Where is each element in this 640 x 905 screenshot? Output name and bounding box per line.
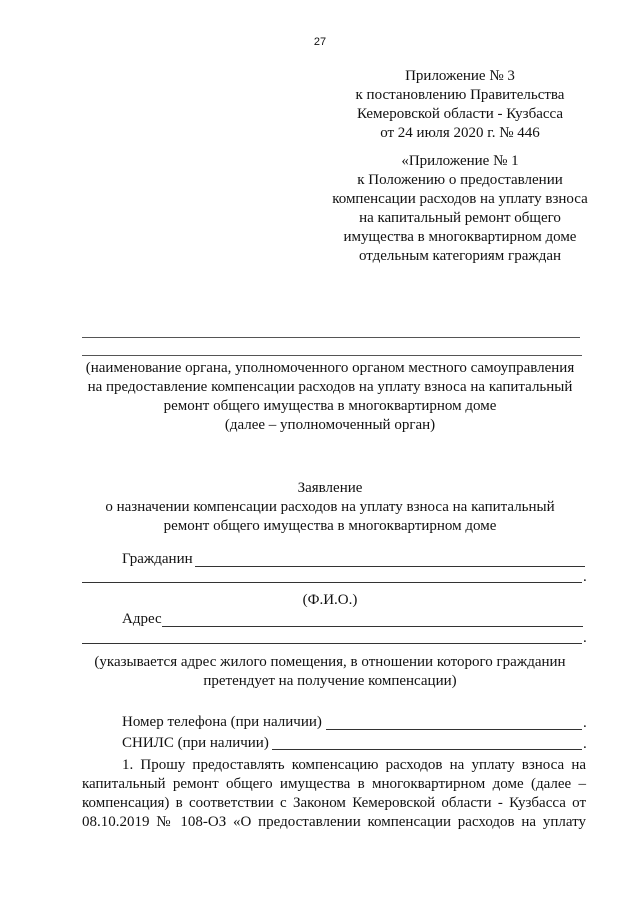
address-field-continued[interactable] [82, 643, 582, 644]
authority-caption-line: ремонт общего имущества в многоквартирном доме [163, 398, 497, 414]
appendix-header-line: от 24 июля 2020 г. № 446 [380, 125, 540, 141]
appendix-header-line: Кемеровской области - Кузбасса [356, 106, 564, 122]
phone-field[interactable] [326, 729, 582, 730]
appendix-header-line: к постановлению Правительства [355, 87, 565, 103]
address-caption-line: (указывается адрес жилого помещения, в отношении которого гражданин [94, 654, 566, 670]
fio-caption [60, 591, 600, 610]
statement-title-line: о назначении компенсации расходов на уплату взноса на капитальный [105, 499, 555, 515]
citizen-name-field[interactable] [195, 566, 585, 567]
paragraph-line: 1. Прошу предоставлять компенсацию расходов на уплату взноса на [122, 757, 586, 773]
appendix-sub-line: на капитальный ремонт общего [359, 210, 561, 226]
appendix-subheader [300, 152, 620, 266]
end-mark: . [583, 715, 587, 731]
paragraph-1 [82, 756, 586, 832]
paragraph-line: компенсация) в соответствии с Законом Кемеровской области - Кузбасса от [82, 795, 586, 811]
statement-title [60, 479, 600, 536]
appendix-sub-line: отдельным категориям граждан [358, 248, 562, 264]
address-caption-line: претендует на получение компенсации) [203, 673, 457, 689]
end-mark: . [583, 630, 587, 646]
end-mark: . [583, 736, 587, 752]
snils-field[interactable] [272, 749, 582, 750]
authority-blank-line[interactable] [82, 355, 582, 356]
phone-label: Номер телефона (при наличии) [122, 714, 322, 730]
authority-caption-line: (наименование органа, уполномоченного органом местного самоуправления [85, 360, 575, 376]
appendix-header [300, 67, 620, 143]
paragraph-line: 08.10.2019 № 108-ОЗ «О предоставлении компенсации расходов на уплату [82, 814, 586, 830]
snils-label: СНИЛС (при наличии) [122, 735, 269, 751]
authority-caption-line: (далее – уполномоченный орган) [224, 417, 436, 433]
end-mark: . [583, 569, 587, 585]
address-label: Адрес [122, 611, 162, 627]
address-field[interactable] [162, 626, 583, 627]
appendix-sub-line: к Положению о предоставлении [357, 172, 563, 188]
authority-blank-line[interactable] [82, 337, 580, 338]
paragraph-line: капитальный ремонт общего имущества в многоквартирном доме (далее – [82, 776, 586, 792]
appendix-sub-line: «Приложение № 1 [401, 153, 519, 169]
citizen-label: Гражданин [122, 551, 193, 567]
statement-title-line: ремонт общего имущества в многоквартирном доме [163, 518, 497, 534]
address-caption [60, 653, 600, 691]
fio-caption-line: (Ф.И.О.) [302, 592, 358, 608]
authority-caption-line: на предоставление компенсации расходов на уплату взноса на капитальный [87, 379, 573, 395]
authority-caption [60, 359, 600, 435]
page-number: 27 [313, 36, 327, 48]
statement-title-line: Заявление [297, 480, 363, 496]
appendix-header-line: Приложение № 3 [405, 68, 515, 84]
citizen-name-field-continued[interactable] [82, 582, 582, 583]
appendix-sub-line: компенсации расходов на уплату взноса [332, 191, 588, 207]
appendix-sub-line: имущества в многоквартирном доме [343, 229, 577, 245]
